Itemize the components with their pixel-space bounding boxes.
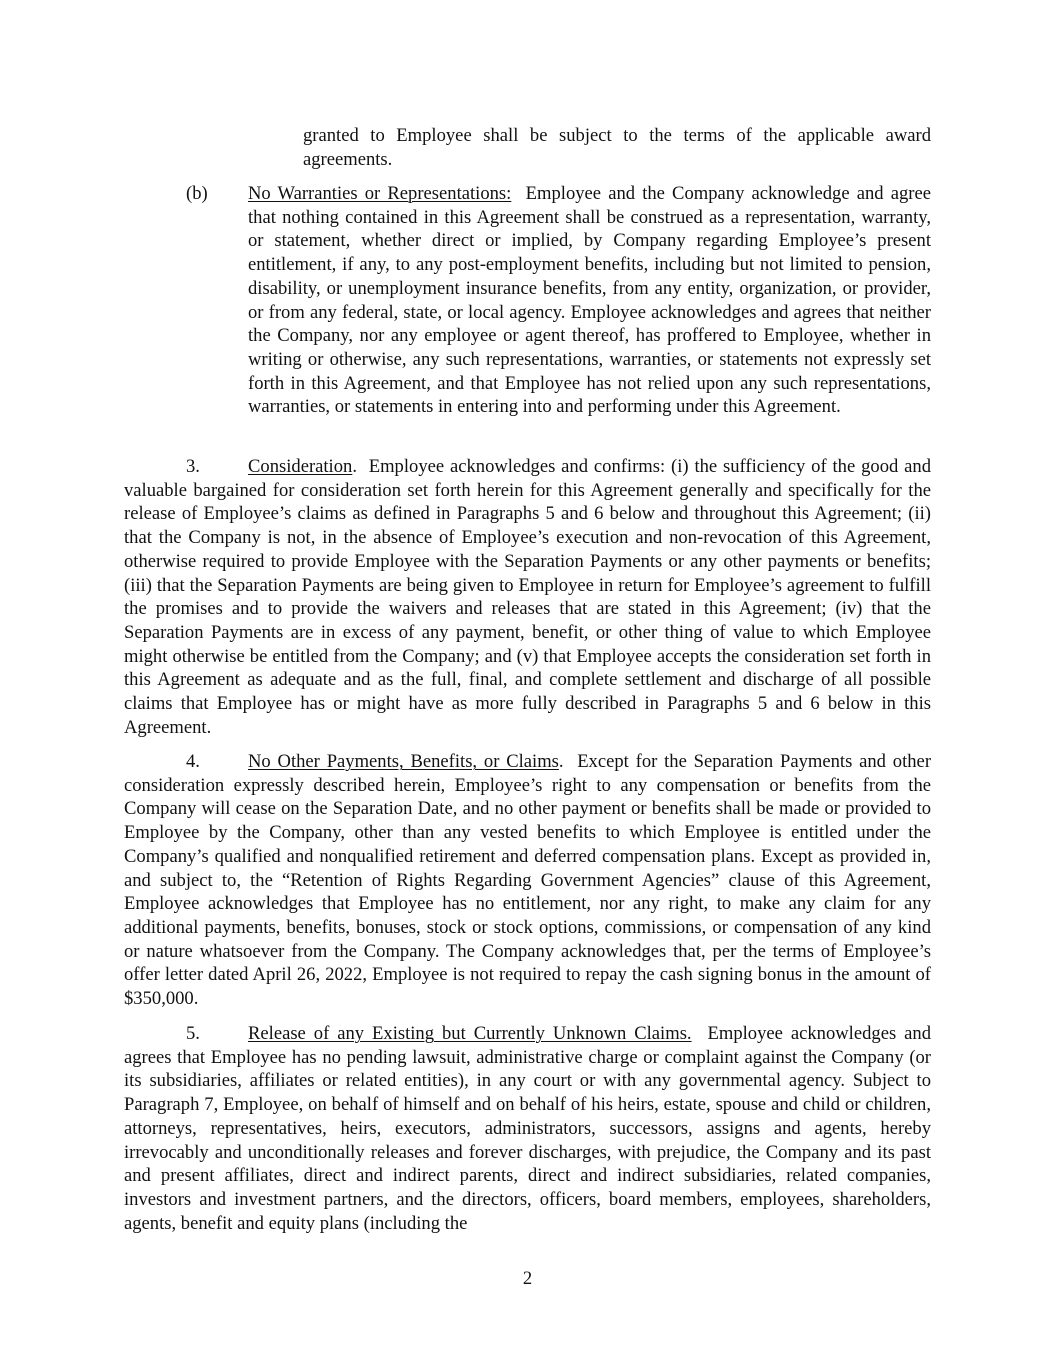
page-number: 2 — [522, 1268, 533, 1289]
section-text: Except for the Separation Payments and other consideration expressly described herein, Employee’s right to any compensation or benefits from the Company will cease on the Separation Date, and no other payment or benefits shall be made or provided to Employee by the Company, other than any vested benefits to which Employee is entitled under the Company’s qualified and nonqualified retirement and deferred compensation plans. Except as provided in, and subject to, the “Retention of Rights Regarding Government Agencies” clause of this Agreement, Employee acknowledges that Employee has no entitlement, nor any right, to make any claim for any additional payments, benefits, bonuses, stock or stock options, commissions, or compensation of any kind or nature whatsoever from the Company. The Company acknowledges that, per the terms of Employee’s offer letter dated April 26, 2022, Employee is not required to repay the cash signing bonus in the amount of $350,000. — [124, 751, 932, 1010]
subsection-text: Employee and the Company acknowledge and agree that nothing contained in this Agreement shall be construed as a representation, warranty, or statement, whether direct or implied, by Company regarding Employee’s present entitlement, if any, to any post-employment benefits, including but not limited to pension, disability, or unemployment insurance benefits, from any entity, organization, or provider, or from any federal, state, or local agency. Employee acknowledges and agrees that neither the Company, nor any employee or agent thereof, has proffered to Employee, whether in writing or otherwise, any such representations, warranties, or statements not expressly set forth in this Agreement, and that Employee has not relied upon any such representations, warranties, or statements in entering into and performing under this Agreement. — [248, 183, 932, 418]
subsection-body — [248, 182, 931, 419]
section-5 — [124, 1022, 931, 1235]
section-heading: No Other Payments, Benefits, or Claims — [248, 751, 559, 772]
section-text: Employee acknowledges and agrees that Employee has no pending lawsuit, administrative charge or complaint against the Company (or its subsidiaries, affiliates or related entities), in any court or with any governmental agency. Subject to Paragraph 7, Employee, on behalf of himself and on behalf of his heirs, estate, spouse and child or children, attorneys, representatives, heirs, executors, administrators, successors, assigns and agents, hereby irrevocably and unconditionally releases and forever discharges, with prejudice, the Company and its past and present affiliates, direct and indirect parents, direct and indirect subsidiaries, related companies, investors and investment partners, and the directors, officers, board members, employees, shareholders, agents, benefit and equity plans (including the — [124, 1023, 931, 1234]
section-3 — [124, 455, 931, 739]
section-number: 3. — [186, 456, 200, 477]
continuation-paragraph: granted to Employee shall be subject to the terms of the applicable award agreements. — [303, 125, 931, 170]
section-number: 4. — [186, 751, 200, 772]
section-number: 5. — [186, 1023, 200, 1044]
heading-suffix: . — [352, 456, 357, 477]
subsection-label: (b) — [186, 183, 208, 204]
heading-suffix: . — [558, 751, 564, 772]
subsection-heading: No Warranties or Representations: — [248, 183, 512, 204]
section-heading: Consideration — [248, 456, 353, 477]
section-4 — [124, 750, 931, 1011]
subsection-b — [186, 182, 931, 419]
section-text: Employee acknowledges and confirms: (i) the sufficiency of the good and valuable bargained for consideration set forth herein for this Agreement generally and specifically for the release of Employee’s claims as defined in Paragraphs 5 and 6 below and throughout this Agreement; (ii) that the Company is not, in the absence of Employee’s execution and non-revocation of this Agreement, otherwise required to provide Employee with the Separation Payments or any other payments or benefits; (iii) that the Separation Payments are being given to Employee in return for Employee’s agreement to fulfill the promises and to provide the waivers and releases that are stated in this Agreement; (iv) that the Separation Payments are in excess of any payment, benefit, or other thing of value to which Employee might otherwise be entitled from the Company; and (v) that Employee accepts the consideration set forth in this Agreement as adequate and as the full, final, and complete settlement and discharge of all possible claims that Employee has or might have as more fully described in Paragraphs 5 and 6 below in this Agreement. — [124, 456, 932, 738]
section-heading: Release of any Existing but Currently Unknown Claims. — [248, 1023, 692, 1044]
